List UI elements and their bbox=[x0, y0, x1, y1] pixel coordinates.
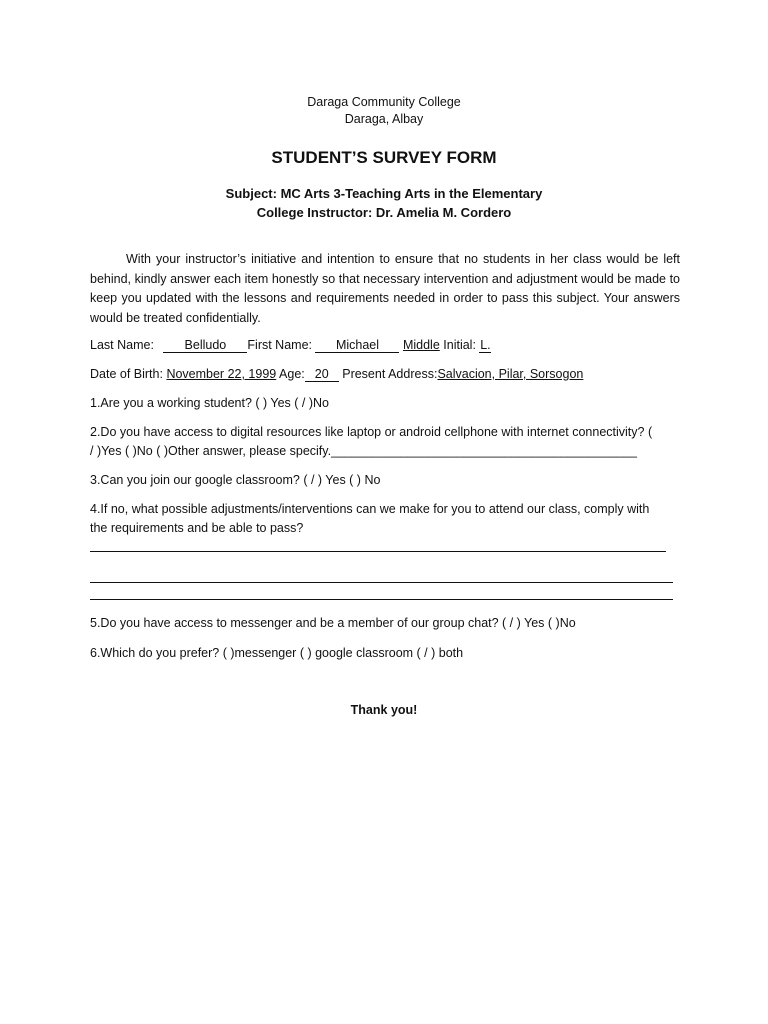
answer-line-1 bbox=[90, 551, 666, 552]
middle-initial-value: L. bbox=[480, 338, 491, 352]
form-title: STUDENT’S SURVEY FORM bbox=[271, 148, 497, 167]
middle-initial-label: Initial: bbox=[439, 338, 476, 352]
question-2-line-1: 2.Do you have access to digital resources like laptop or android cellphone with internet connectivity? ( bbox=[90, 425, 653, 439]
first-name-value: Michael bbox=[315, 338, 399, 353]
last-name-value: Belludo bbox=[163, 338, 247, 353]
subject-line: Subject: MC Arts 3-Teaching Arts in the Elementary bbox=[225, 186, 543, 201]
question-4-line-1: 4.If no, what possible adjustments/interventions can we make for you to attend our class, comply with bbox=[90, 502, 650, 516]
name-line bbox=[90, 337, 491, 353]
age-label: Age: bbox=[279, 367, 305, 381]
question-5: 5.Do you have access to messenger and be a member of our group chat? ( / ) Yes ( )No bbox=[90, 616, 576, 630]
thank-you-text: Thank you! bbox=[350, 703, 418, 717]
intro-paragraph: With your instructor’s initiative and intention to ensure that no students in her class would be left behind, kindly answer each item honestly so that necessary intervention and adjustment would be made to keep you updated with the lessons and requirements needed in order to pass this subject. Your answers would be treated confidentially. bbox=[90, 252, 680, 325]
subject-block bbox=[0, 184, 768, 222]
college-name: Daraga Community College bbox=[307, 95, 461, 109]
question-6: 6.Which do you prefer? ( )messenger ( ) google classroom ( / ) both bbox=[90, 646, 464, 660]
college-header bbox=[0, 94, 768, 128]
question-3: 3.Can you join our google classroom? ( / ) Yes ( ) No bbox=[90, 473, 381, 487]
first-name-label: First Name: bbox=[247, 338, 312, 352]
dob-label: Date of Birth: bbox=[90, 367, 163, 381]
college-location: Daraga, Albay bbox=[344, 112, 424, 126]
last-name-label: Last Name: bbox=[90, 338, 154, 352]
instructor-line: College Instructor: Dr. Amelia M. Cordero bbox=[256, 205, 512, 220]
address-label: Present Address: bbox=[342, 367, 438, 381]
middle-initial-label-underlined: Middle bbox=[402, 338, 440, 352]
question-1: 1.Are you a working student? ( ) Yes ( / )No bbox=[90, 396, 330, 410]
address-value: Salvacion, Pilar, Sorsogon bbox=[437, 367, 584, 381]
answer-line-3 bbox=[90, 599, 673, 600]
dob-value: November 22, 1999 bbox=[166, 367, 277, 381]
dob-line bbox=[90, 366, 583, 382]
age-value: 20 bbox=[305, 367, 339, 382]
question-2-line-2: / )Yes ( )No ( )Other answer, please specify.____________________________________________ bbox=[90, 444, 637, 458]
answer-line-2 bbox=[90, 582, 673, 583]
question-4-line-2: the requirements and be able to pass? bbox=[90, 521, 304, 535]
